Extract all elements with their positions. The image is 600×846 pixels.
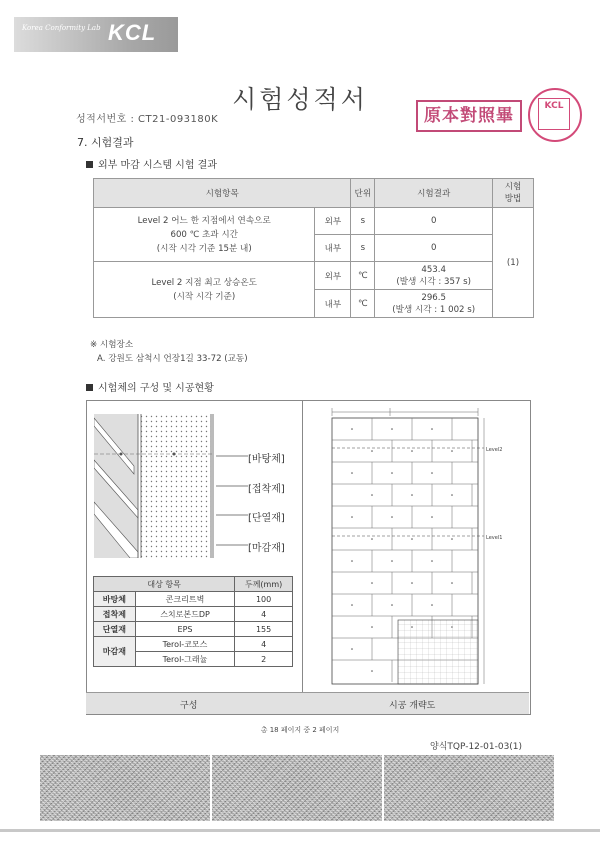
level1-marker: Level1 [486,535,503,541]
mat-thickness: 155 [235,622,293,637]
row1-outer-unit: s [351,208,375,235]
section-title: 7. 시험결과 [77,136,134,149]
table-row [94,637,293,652]
label-insulation: [단열재] [248,513,285,524]
row2-inner-note: (발생 시각 : 1 002 s) [392,304,476,315]
mat-cat: 마감재 [94,637,136,667]
level2-marker: Level2 [486,447,503,453]
mat-cat: 바탕체 [94,592,136,607]
row1-item-line3: (시작 시각 기준 15분 내) [156,243,252,254]
header-test-item: 시험항목 [94,179,351,208]
subsection-results-label: 외부 마감 시스템 시험 결과 [98,160,217,171]
figure-divider [302,400,303,713]
results-table [93,178,534,318]
logo-tagline: Korea Conformity Lab [22,24,101,32]
construction-elevation-drawing [308,408,522,688]
mat-header-thickness: 두께(mm) [235,577,293,592]
row2-inner-unit: ℃ [351,290,375,318]
kcl-logo: KCL [108,20,157,45]
label-leader-lines [216,440,248,560]
mat-name: 콘크리트벽 [135,592,234,607]
original-copy-stamp: 原本對照畢 [416,100,522,132]
scan-noise-block-center [212,755,382,821]
mat-name: Terol-그래뉼 [135,652,234,667]
caption-construction-sketch: 시공 개략도 [389,701,436,711]
mat-thickness: 4 [235,607,293,622]
row1-item [94,208,315,262]
subsection-composition-label: 시험체의 구성 및 시공현황 [98,383,214,394]
scan-noise-block-right [384,755,554,821]
label-substrate: [바탕체] [248,454,285,465]
subsection-composition [86,379,214,394]
mat-header-item: 대상 항목 [94,577,235,592]
form-number: 양식TQP-12-01-03(1) [430,742,523,752]
bullet-square-icon [86,161,93,168]
scan-noise-block-left [40,755,210,821]
row1-item-line2: 600 ℃ 초과 시간 [170,229,238,240]
mat-cat: 단열재 [94,622,136,637]
label-adhesive: [접착제] [248,484,285,495]
mat-thickness: 100 [235,592,293,607]
label-finish: [마감재] [248,543,285,554]
bullet-square-icon [86,384,93,391]
row2-outer-result [375,262,493,290]
figure-caption-bar [86,692,529,714]
header-result: 시험결과 [375,179,493,208]
row1-inner-unit: s [351,235,375,262]
official-seal-text: KCL [538,98,570,130]
row2-item-line1: Level 2 지점 최고 상승온도 [151,277,257,288]
page-number: 총 18 페이지 중 2 페이지 [260,726,340,734]
test-place-address: A. 강원도 삼척시 언장1길 33-72 (교동) [97,354,248,364]
row2-inner-result [375,290,493,318]
header-method: 시험 방법 [493,179,534,208]
table-row [94,592,293,607]
table-row [94,607,293,622]
test-place-title: ※ 시험장소 [90,340,134,350]
report-number: 성적서번호 : CT21-093180K [76,114,219,125]
mat-name: Terol-코모스 [135,637,234,652]
header-unit: 단위 [351,179,375,208]
row1-inner-label: 내부 [315,235,351,262]
row1-outer-label: 외부 [315,208,351,235]
row2-outer-note: (발생 시각 : 357 s) [396,276,471,287]
row2-outer-unit: ℃ [351,262,375,290]
mat-name: 스치로본드DP [135,607,234,622]
subsection-results [86,156,217,171]
row1-item-line1: Level 2 어느 한 지점에서 연속으로 [137,215,271,226]
row1-inner-value: 0 [375,235,493,262]
row2-inner-value: 296.5 [421,292,446,303]
mat-thickness: 4 [235,637,293,652]
caption-composition: 구성 [180,701,198,711]
test-method: (1) [493,208,534,318]
row2-item [94,262,315,318]
document-title: 시험성적서 [232,85,368,114]
materials-table [93,576,293,667]
table-row [94,622,293,637]
mat-thickness: 2 [235,652,293,667]
row1-outer-value: 0 [375,208,493,235]
row2-inner-label: 내부 [315,290,351,318]
row2-item-line2: (시작 시각 기준) [173,291,236,302]
mat-name: EPS [135,622,234,637]
row2-outer-value: 453.4 [421,264,446,275]
row2-outer-label: 외부 [315,262,351,290]
mat-cat: 접착제 [94,607,136,622]
wall-section-drawing [94,414,214,558]
bottom-rule [0,829,600,832]
